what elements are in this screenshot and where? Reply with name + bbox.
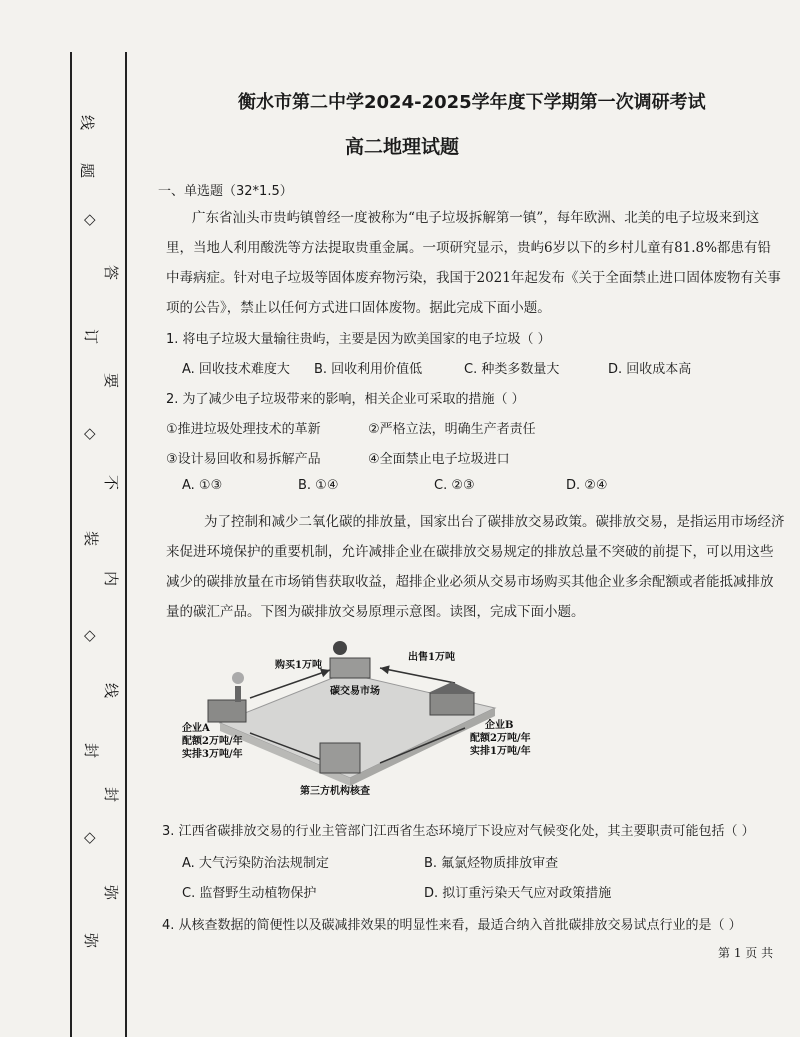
margin-char: 题 <box>78 162 97 179</box>
question-1-stem: 1. 将电子垃圾大量输往贵屿，主要是因为欧美国家的电子垃圾（ ） <box>166 332 551 347</box>
question-3-option-b[interactable]: B. 氟氯烃物质排放审查 <box>424 856 559 871</box>
section-heading: 一、单选题（32*1.5） <box>158 184 293 199</box>
margin-char: 内 <box>102 570 121 587</box>
third-party-label: 第三方机构核查 <box>300 786 370 797</box>
margin-char: 要 <box>102 372 121 389</box>
question-1-option-a[interactable]: A. 回收技术难度大 <box>182 362 290 377</box>
factory-b-icon <box>428 682 476 715</box>
question-2-item-4: ④全面禁止电子垃圾进口 <box>368 452 510 467</box>
margin-diamond: ◇ <box>84 424 96 442</box>
passage1-line: 里，当地人利用酸洗等方法提取贵重金属。一项研究显示，贵屿6岁以下的乡村儿童有81.8%都患有铅 <box>166 240 771 256</box>
passage1-line: 项的公告》，禁止以任何方式进口固体废物。据此完成下面小题。 <box>166 300 551 316</box>
margin-char: 封 <box>82 742 101 759</box>
margin-char: 弥 <box>82 932 101 949</box>
factory-a-icon <box>208 672 246 722</box>
exam-title: 衡水市第二中学2024-2025学年度下学期第一次调研考试 <box>238 92 706 113</box>
margin-char: 线 <box>102 682 121 699</box>
firm-a-quota: 配额2万吨/年 <box>182 736 243 747</box>
market-building-icon <box>330 641 370 678</box>
sell-label: 出售1万吨 <box>408 652 455 663</box>
margin-diamond: ◇ <box>84 828 96 846</box>
firm-b-name: 企业B <box>485 720 514 731</box>
margin-char: 答 <box>102 264 121 281</box>
question-2-option-a[interactable]: A. ①③ <box>182 478 223 493</box>
margin-line-right <box>125 52 127 1037</box>
buy-label: 购买1万吨 <box>275 660 322 671</box>
question-4-stem: 4. 从核查数据的简便性以及碳减排效果的明显性来看，最适合纳入首批碳排放交易试点行业的是（ ） <box>162 918 742 933</box>
firm-b-quota: 配额2万吨/年 <box>470 733 531 744</box>
sell-arrow <box>380 668 455 683</box>
question-3-option-d[interactable]: D. 拟订重污染天气应对政策措施 <box>424 886 612 901</box>
passage2-line: 量的碳汇产品。下图为碳排放交易原理示意图。读图，完成下面小题。 <box>166 604 585 620</box>
margin-char: 订 <box>82 328 101 345</box>
question-2-option-c[interactable]: C. ②③ <box>434 478 475 493</box>
firm-a-actual: 实排3万吨/年 <box>182 749 243 760</box>
question-3-stem: 3. 江西省碳排放交易的行业主管部门江西省生态环境厅下设应对气候变化处，其主要职责可能包括（ ） <box>162 824 755 839</box>
margin-char: 线 <box>78 114 97 131</box>
passage2-line: 来促进环境保护的重要机制，允许减排企业在碳排放交易规定的排放总量不突破的前提下，可以用这些 <box>166 544 774 560</box>
question-3-option-a[interactable]: A. 大气污染防治法规制定 <box>182 856 329 871</box>
question-2-item-3: ③设计易回收和易拆解产品 <box>166 452 321 467</box>
firm-b-actual: 实排1万吨/年 <box>470 746 531 757</box>
question-2-option-d[interactable]: D. ②④ <box>566 478 608 493</box>
page-number: 第 1 页 共 <box>718 946 774 960</box>
question-1-option-d[interactable]: D. 回收成本高 <box>608 362 692 377</box>
margin-char: 不 <box>102 474 121 491</box>
binding-margin <box>0 0 135 1037</box>
inspection-building-icon <box>320 743 360 773</box>
margin-line-left <box>70 52 72 1037</box>
market-label: 碳交易市场 <box>330 686 380 697</box>
margin-char: 装 <box>82 530 101 547</box>
exam-subtitle: 高二地理试题 <box>345 136 460 158</box>
question-3-option-c[interactable]: C. 监督野生动植物保护 <box>182 886 317 901</box>
carbon-trading-diagram <box>180 638 550 798</box>
question-2-stem: 2. 为了减少电子垃圾带来的影响，相关企业可采取的措施（ ） <box>166 392 525 407</box>
question-2-option-b[interactable]: B. ①④ <box>298 478 339 493</box>
passage1-line: 中毒病症。针对电子垃圾等固体废弃物污染，我国于2021年起发布《关于全面禁止进口固体废物有关事 <box>166 270 781 286</box>
margin-char: 弥 <box>102 884 121 901</box>
question-1-option-c[interactable]: C. 种类多数量大 <box>464 362 560 377</box>
margin-char: 封 <box>102 786 121 803</box>
passage1-line: 广东省汕头市贵屿镇曾经一度被称为“电子垃圾拆解第一镇”，每年欧洲、北美的电子垃圾来到这 <box>192 210 760 226</box>
passage2-line: 为了控制和减少二氧化碳的排放量，国家出台了碳排放交易政策。碳排放交易，是指运用市场经济 <box>204 514 785 530</box>
question-2-item-2: ②严格立法，明确生产者责任 <box>368 422 536 437</box>
question-2-item-1: ①推进垃圾处理技术的革新 <box>166 422 321 437</box>
margin-diamond: ◇ <box>84 626 96 644</box>
passage2-line: 减少的碳排放量在市场销售获取收益，超排企业必须从交易市场购买其他企业多余配额或者能抵减排放 <box>166 574 774 590</box>
firm-a-name: 企业A <box>182 723 210 734</box>
margin-diamond: ◇ <box>84 210 96 228</box>
question-1-option-b[interactable]: B. 回收利用价值低 <box>314 362 423 377</box>
